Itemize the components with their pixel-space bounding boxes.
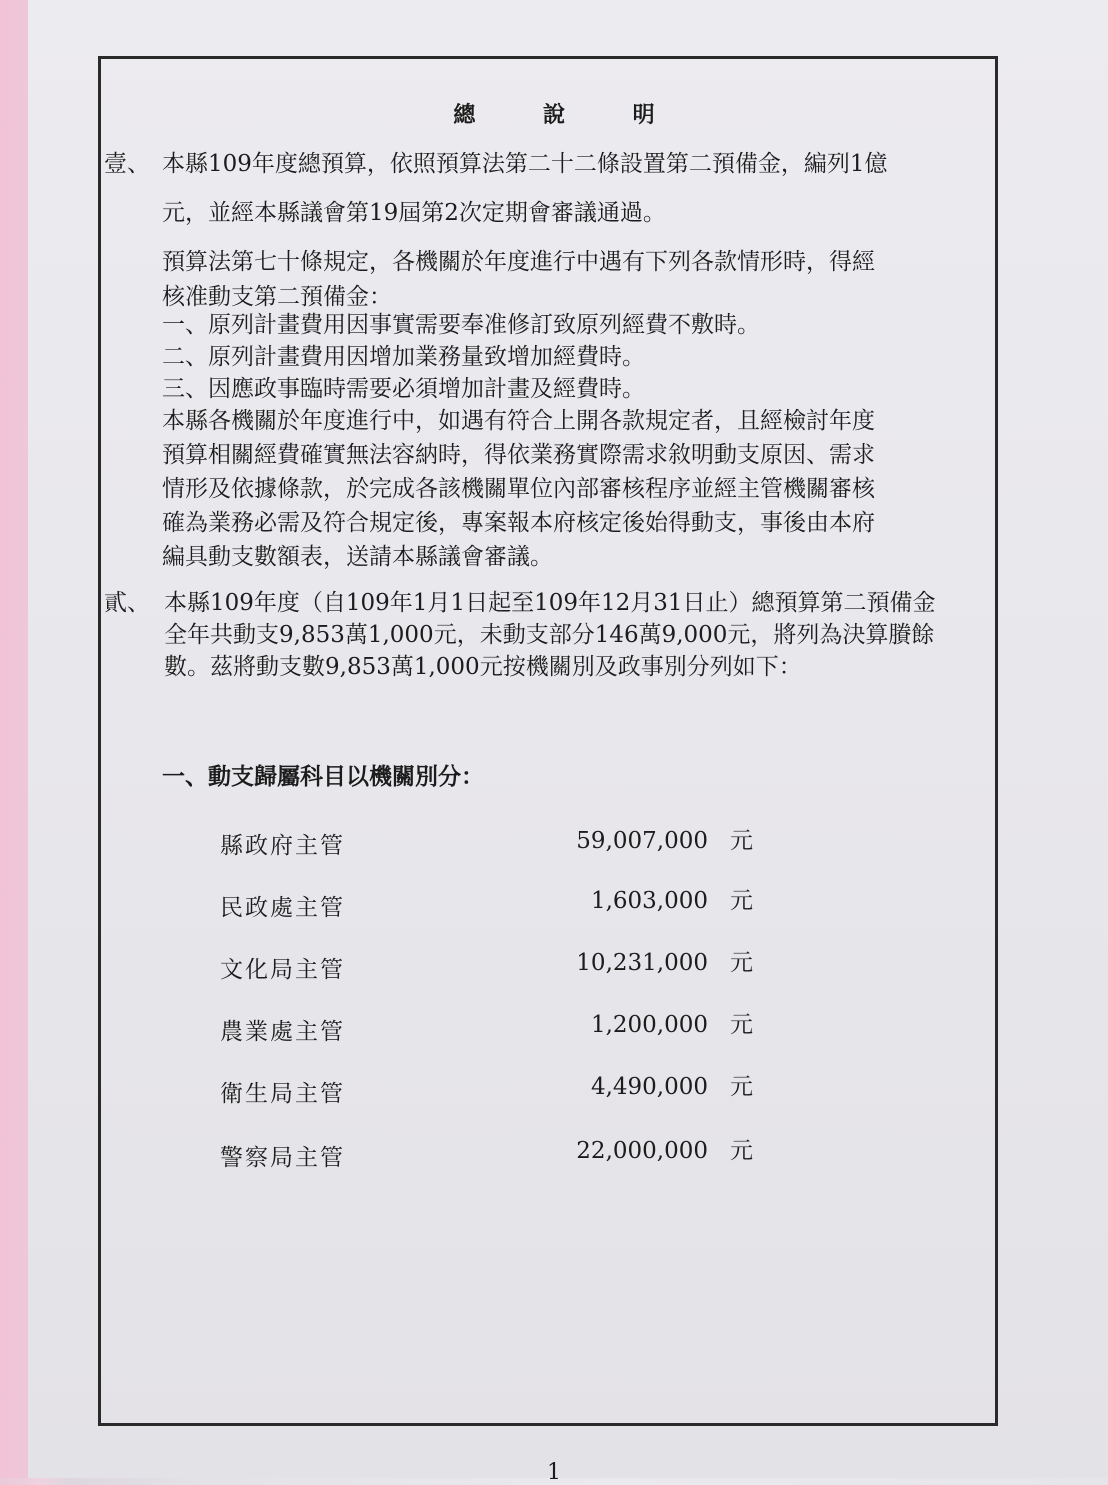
section1-line: 預算法第七十條規定，各機關於年度進行中遇有下列各款情形時，得經 (162, 249, 875, 275)
section1-line: 預算相關經費確實無法容納時，得依業務實際需求敘明動支原因、需求 (162, 442, 875, 468)
section1-line: 編具動支數額表，送請本縣議會審議。 (162, 544, 553, 570)
agency-name: 衛生局主管 (220, 1081, 345, 1107)
agency-name: 警察局主管 (220, 1145, 345, 1171)
section1-line: 確為業務必需及符合規定後，專案報本府核定後始得動支，事後由本府 (162, 510, 875, 536)
section1-line: 核准動支第二預備金： (162, 284, 392, 310)
section1-marker: 壹、 (104, 151, 150, 177)
agency-name: 縣政府主管 (220, 833, 345, 859)
section2-marker: 貳、 (104, 590, 150, 616)
agency-unit: 元 (730, 950, 753, 976)
section1-line: 二、原列計畫費用因增加業務量致增加經費時。 (162, 344, 645, 370)
agency-unit: 元 (730, 1012, 753, 1038)
agency-name: 農業處主管 (220, 1019, 345, 1045)
page-number: 1 (547, 1460, 561, 1485)
section2-line: 本縣109年度（自109年1月1日起至109年12月31日止）總預算第二預備金 (164, 590, 936, 616)
agency-name: 文化局主管 (220, 957, 345, 983)
agency-amount: 59,007,000 (576, 828, 708, 854)
agency-unit: 元 (730, 888, 753, 914)
section1-line: 本縣109年度總預算，依照預算法第二十二條設置第二預備金，編列1億 (162, 151, 888, 177)
agency-amount: 1,603,000 (590, 888, 708, 914)
section1-line: 三、因應政事臨時需要必須增加計畫及經費時。 (162, 376, 645, 402)
page-title: 總 說 明 (453, 102, 685, 128)
section1-line: 一、原列計畫費用因事實需要奉准修訂致原列經費不敷時。 (162, 312, 760, 338)
agency-amount: 10,231,000 (576, 950, 708, 976)
subsection-title: 一、動支歸屬科目以機關別分： (162, 763, 484, 790)
section2-line: 數。茲將動支數9,853萬1,000元按機關別及政事別分列如下： (164, 654, 802, 680)
agency-name: 民政處主管 (220, 895, 345, 921)
agency-unit: 元 (730, 1074, 753, 1100)
agency-unit: 元 (730, 828, 753, 854)
section1-line: 本縣各機關於年度進行中，如遇有符合上開各款規定者，且經檢討年度 (162, 408, 875, 434)
agency-amount: 22,000,000 (576, 1138, 708, 1164)
agency-amount: 1,200,000 (590, 1012, 708, 1038)
section1-line: 元，並經本縣議會第19屆第2次定期會審議通過。 (162, 200, 666, 226)
section2-line: 全年共動支9,853萬1,000元，未動支部分146萬9,000元，將列為決算賸餘 (164, 622, 935, 648)
agency-amount: 4,490,000 (590, 1074, 708, 1100)
agency-unit: 元 (730, 1138, 753, 1164)
section1-line: 情形及依據條款，於完成各該機關單位內部審核程序並經主管機關審核 (162, 476, 875, 502)
